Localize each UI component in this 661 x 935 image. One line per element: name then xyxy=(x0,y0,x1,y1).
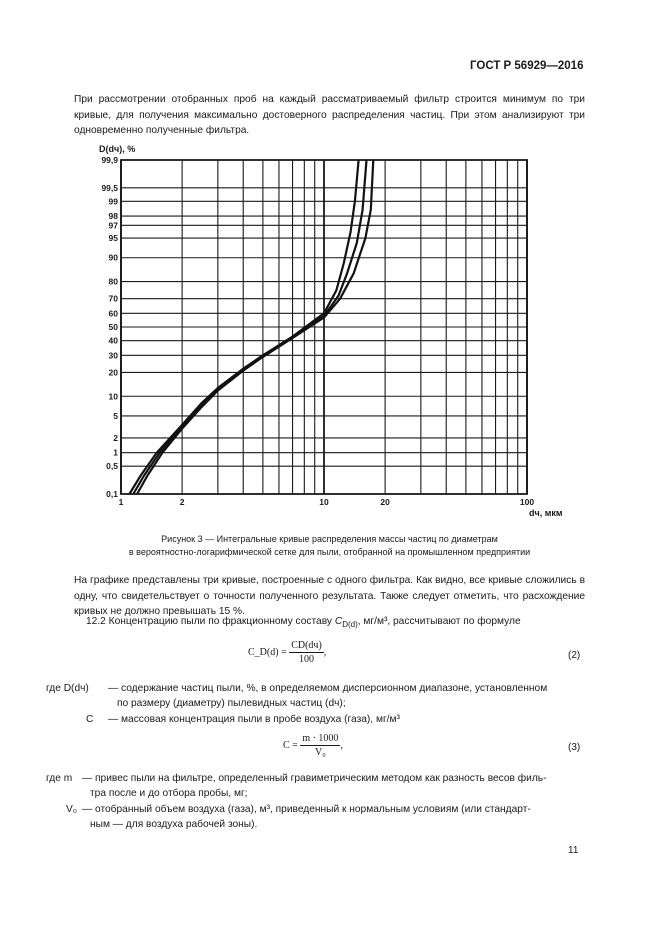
def-term: C xyxy=(86,714,94,725)
formula-2-fraction xyxy=(289,640,324,665)
formula-2-denominator: 100 xyxy=(299,654,314,665)
formula-3-tail: , xyxy=(340,739,343,751)
x-tick-label: 20 xyxy=(380,497,390,507)
formula-3-denominator: V₀ xyxy=(315,747,326,758)
def-term: где m xyxy=(46,773,73,784)
page-number: 11 xyxy=(568,845,579,856)
y-axis-label: D(dч), % xyxy=(99,144,136,154)
y-tick-label: 95 xyxy=(108,233,118,244)
y-tick-label: 50 xyxy=(108,322,118,332)
para3-text: 12.2 Концентрацию пыли по фракционному составу $C_{D(d)}$, мг/м³, рассчитывают по формуле xyxy=(86,616,521,630)
y-tick-label: 10 xyxy=(108,391,118,402)
def-term: V₀ xyxy=(66,804,78,815)
y-tick-label: 1 xyxy=(113,447,118,458)
def-text: по размеру (диаметру) пылевидных частиц (dч); xyxy=(117,698,346,709)
def-text: — массовая концентрация пыли в пробе воздуха (газа), мг/м³ xyxy=(108,714,400,725)
def-text: — содержание частиц пыли, %, в определяемом дисперсионном диапазоне, установленном xyxy=(108,683,548,694)
formula-3 xyxy=(283,733,343,758)
x-axis-label: dч, мкм xyxy=(529,508,563,518)
formula-2-number: (2) xyxy=(568,650,581,661)
y-tick-label: 80 xyxy=(108,276,118,287)
document-header: ГОСТ Р 56929—2016 xyxy=(470,60,584,72)
def-text: тра после и до отбора пробы, мг; xyxy=(90,788,248,799)
def-text: — привес пыли на фильтре, определенный гравиметрическим методом как разность весов филь- xyxy=(82,773,547,784)
formula-3-fraction xyxy=(300,733,340,758)
y-tick-label: 98 xyxy=(108,211,118,222)
y-tick-label: 30 xyxy=(108,350,118,361)
formula-3-number: (3) xyxy=(568,742,581,753)
x-tick-label: 2 xyxy=(179,497,185,507)
caption-line-1: Рисунок 3 — Интегральные кривые распределения массы частиц по диаметрам xyxy=(161,534,498,544)
formula-3-numerator: m · 1000 xyxy=(302,733,339,744)
y-tick-label: 5 xyxy=(113,410,118,421)
caption-line-2: в вероятностно-логарифмической сетке для пыли, отобранной на промышленном предприятии xyxy=(128,546,531,557)
formula-2-numerator: CD(dч) xyxy=(291,640,322,651)
y-tick-label: 90 xyxy=(108,252,118,263)
y-tick-label: 99 xyxy=(108,196,118,207)
y-tick-label: 40 xyxy=(108,335,118,346)
intro-paragraph: При рассмотрении отобранных проб на каждый рассматриваемый фильтр строится минимум по три кривые, для получения максимально достоверного распределения частиц. При этом анализируют три одновременно полученные фильтра. xyxy=(74,94,585,137)
x-tick-label: 1 xyxy=(118,497,124,507)
def-term: где D(dч) xyxy=(46,683,89,694)
y-tick-label: 99,5 xyxy=(101,182,118,193)
y-tick-label: 70 xyxy=(108,293,118,304)
formula-2 xyxy=(248,640,326,665)
chart-labels xyxy=(99,144,563,518)
figure-caption xyxy=(74,533,585,558)
chart-grid xyxy=(121,160,527,494)
paragraph-curves: На графике представлены три кривые, построенные с одного фильтра. Как видно, все кривые сложились в одну, что свидетельствует о точности полученного результата. Также следует отметить, что расхождение кривых не должно превышать 15 %. xyxy=(74,575,585,618)
symbol-c: C xyxy=(334,616,343,627)
formula-2-lhs: C_D(d) = xyxy=(248,646,287,658)
formula-3-lhs: C = xyxy=(283,739,298,751)
y-tick-label: 0,1 xyxy=(106,489,118,499)
y-tick-label: 60 xyxy=(108,308,118,319)
symbol-c-subscript: D(d) xyxy=(342,620,358,630)
y-tick-label: 97 xyxy=(108,220,118,231)
def-text: — отобранный объем воздуха (газа), м³, приведенный к нормальным условиям (или стандарт- xyxy=(82,804,531,815)
formula-2-tail: , xyxy=(323,646,327,658)
y-tick-label: 99,9 xyxy=(101,155,118,165)
y-tick-label: 2 xyxy=(113,432,118,443)
y-tick-label: 20 xyxy=(108,367,118,378)
x-tick-label: 100 xyxy=(519,497,535,507)
def-text: ным — для воздуха рабочей зоны). xyxy=(90,819,258,830)
x-tick-label: 10 xyxy=(319,497,329,507)
paragraph-12-2 xyxy=(74,614,585,633)
y-tick-label: 0,5 xyxy=(106,461,118,472)
